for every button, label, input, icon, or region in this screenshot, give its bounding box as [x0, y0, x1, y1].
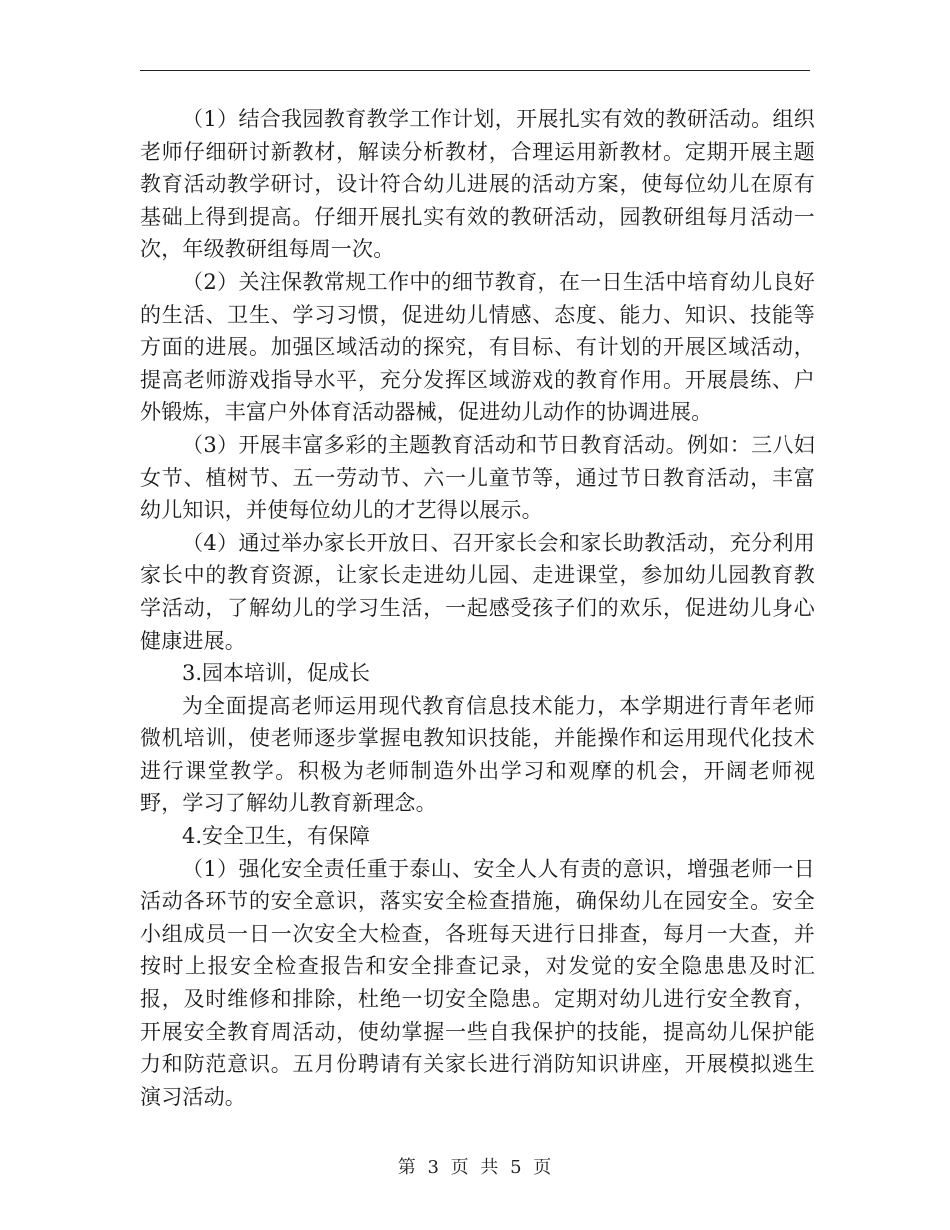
paragraph-safety-1: （1）强化安全责任重于泰山、安全人人有责的意识，增强老师一日活动各环节的安全意识，落实安全检查措施，确保幼儿在园安全。安全小组成员一日一次安全大检查，各班每天进行日排查，每月一大查，并按时上报安全检查报告和安全排查记录，对发觉的安全隐患患及时汇报，及时维修和排除，杜绝一切安全隐患。定期对幼儿进行安全教育，开展安全教育周活动，使幼掌握一些自我保护的技能，提高幼儿保护能力和防范意识。五月份聘请有关家长进行消防知识讲座，开展模拟逃生演习活动。 [140, 856, 815, 1109]
footer-current-page: 3 [427, 1157, 440, 1178]
section-heading-training: 3.园本培训，促成长 [182, 661, 371, 686]
section-heading-safety: 4.安全卫生，有保障 [182, 824, 371, 849]
footer-label-gong: 共 [480, 1157, 500, 1178]
paragraph-item-1: （1）结合我园教育教学工作计划，开展扎实有效的教研活动。组织老师仔细研讨新教材，解读分析教材，合理运用新教材。定期开展主题教育活动教学研讨，设计符合幼儿进展的活动方案，使每位幼儿在原有基础上得到提高。仔细开展扎实有效的教研活动，园教研组每月活动一次，年级教研组每周一次。 [140, 107, 815, 262]
paragraph-training: 为全面提高老师运用现代教育信息技术能力，本学期进行青年老师微机培训，使老师逐步掌握电教知识技能，并能操作和运用现代化技术进行课堂教学。积极为老师制造外出学习和观摩的机会，开阔老师视野，学习了解幼儿教育新理念。 [140, 693, 815, 816]
page-footer [0, 1153, 950, 1179]
footer-total-pages: 5 [510, 1157, 523, 1178]
footer-label-di: 第 [397, 1157, 417, 1178]
paragraph-item-4: （4）通过举办家长开放日、召开家长会和家长助教活动，充分利用家长中的教育资源，让家长走进幼儿园、走进课堂，参加幼儿园教育教学活动，了解幼儿的学习生活，一起感受孩子们的欢乐，促进幼儿身心健康进展。 [140, 530, 815, 653]
paragraph-item-2: （2）关注保教常规工作中的细节教育，在一日生活中培育幼儿良好的生活、卫生、学习习惯，促进幼儿情感、态度、能力、知识、技能等方面的进展。加强区域活动的探究，有目标、有计划的开展区域活动，提高老师游戏指导水平，充分发挥区域游戏的教育作用。开展晨练、户外锻炼，丰富户外体育活动器械，促进幼儿动作的协调进展。 [140, 269, 815, 425]
paragraph-item-3: （3）开展丰富多彩的主题教育活动和节日教育活动。例如：三八妇女节、植树节、五一劳动节、六一儿童节等，通过节日教育活动，丰富幼儿知识，并使每位幼儿的才艺得以展示。 [140, 432, 815, 523]
footer-label-ye-2: 页 [533, 1157, 553, 1178]
header-rule [140, 70, 810, 71]
footer-label-ye: 页 [450, 1157, 470, 1178]
document-body [140, 103, 815, 1113]
